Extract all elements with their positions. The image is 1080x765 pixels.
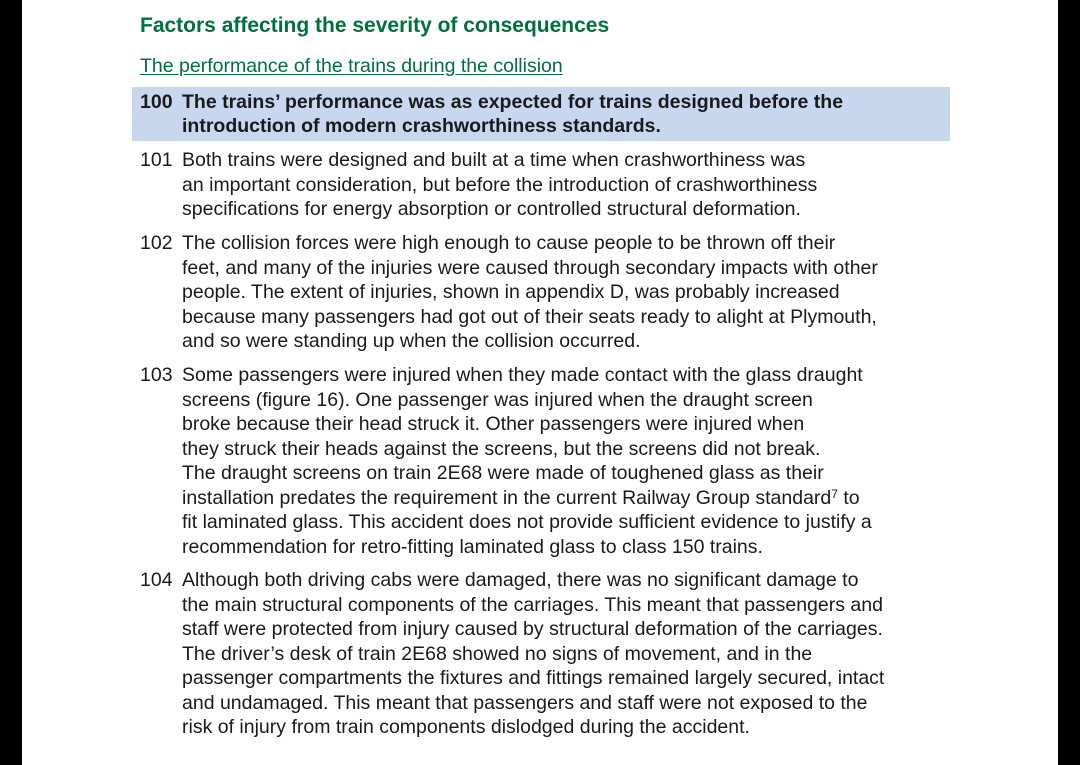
paragraph-number: 104: [140, 569, 173, 591]
paragraph-line: fit laminated glass. This accident does not provide sufficient evidence to justify a: [182, 511, 872, 533]
paragraph-line: recommendation for retro-fitting laminated glass to class 150 trains.: [182, 535, 763, 558]
paragraph-line: The driver’s desk of train 2E68 showed no signs of movement, and in the: [182, 642, 813, 665]
paragraph-line: passenger compartments the fixtures and fittings remained largely secured, intact: [182, 667, 885, 689]
paragraph-line: feet, and many of the injuries were caused through secondary impacts with other: [182, 256, 878, 279]
paragraph-line: [140, 486, 872, 511]
paragraph-104: [140, 568, 884, 740]
paragraph-line: Both trains were designed and built at a time when crashworthiness was: [182, 149, 806, 171]
paragraph-line: risk of injury from train components dislodged during the accident.: [182, 716, 750, 738]
paragraph-line: The draught screens on train 2E68 were made of toughened glass as their: [182, 462, 824, 484]
footnote-reference[interactable]: 7: [831, 486, 838, 501]
document-page: [22, 0, 1058, 765]
paragraph-line: they struck their heads against the screens, but the screens did not break.: [182, 437, 821, 460]
paragraph-103: [140, 363, 872, 559]
paragraph-line: introduction of modern crashworthiness standards.: [182, 115, 661, 137]
paragraph-line: Although both driving cabs were damaged, there was no significant damage to: [182, 569, 859, 591]
paragraph-101: [140, 148, 817, 222]
paragraph-line: broke because their head struck it. Other passengers were injured when: [182, 413, 805, 435]
paragraph-102: [140, 231, 878, 354]
paragraph-line: because many passengers had got out of their seats ready to alight at Plymouth,: [182, 305, 877, 328]
section-heading: Factors affecting the severity of consequences: [140, 14, 610, 37]
paragraph-line: The collision forces were high enough to cause people to be thrown off their: [182, 232, 836, 254]
paragraph-100: [140, 90, 843, 138]
subsection-heading: The performance of the trains during the collision: [140, 55, 563, 77]
paragraph-number: 102: [140, 232, 173, 254]
paragraph-number: 103: [140, 364, 173, 386]
paragraph-line: people. The extent of injuries, shown in appendix D, was probably increased: [182, 281, 840, 303]
paragraph-line: screens (figure 16). One passenger was injured when the draught screen: [182, 388, 813, 411]
paragraph-number: 100: [140, 91, 173, 113]
paragraph-line: Some passengers were injured when they made contact with the glass draught: [182, 364, 863, 386]
paragraph-line: the main structural components of the carriages. This meant that passengers and: [182, 593, 883, 616]
paragraph-line: specifications for energy absorption or controlled structural deformation.: [182, 198, 801, 220]
paragraph-line-tail: to: [837, 486, 860, 509]
paragraph-line: an important consideration, but before the introduction of crashworthiness: [182, 173, 818, 196]
paragraph-line: and so were standing up when the collision occurred.: [182, 330, 641, 352]
paragraph-line: and undamaged. This meant that passengers and staff were not exposed to the: [182, 691, 868, 714]
paragraph-number: 101: [140, 149, 173, 171]
paragraph-line: The trains’ performance was as expected for trains designed before the: [182, 91, 844, 113]
paragraph-line: staff were protected from injury caused by structural deformation of the carriages.: [182, 618, 883, 640]
paragraph-line-text: installation predates the requirement in the current Railway Group standard: [182, 486, 832, 509]
